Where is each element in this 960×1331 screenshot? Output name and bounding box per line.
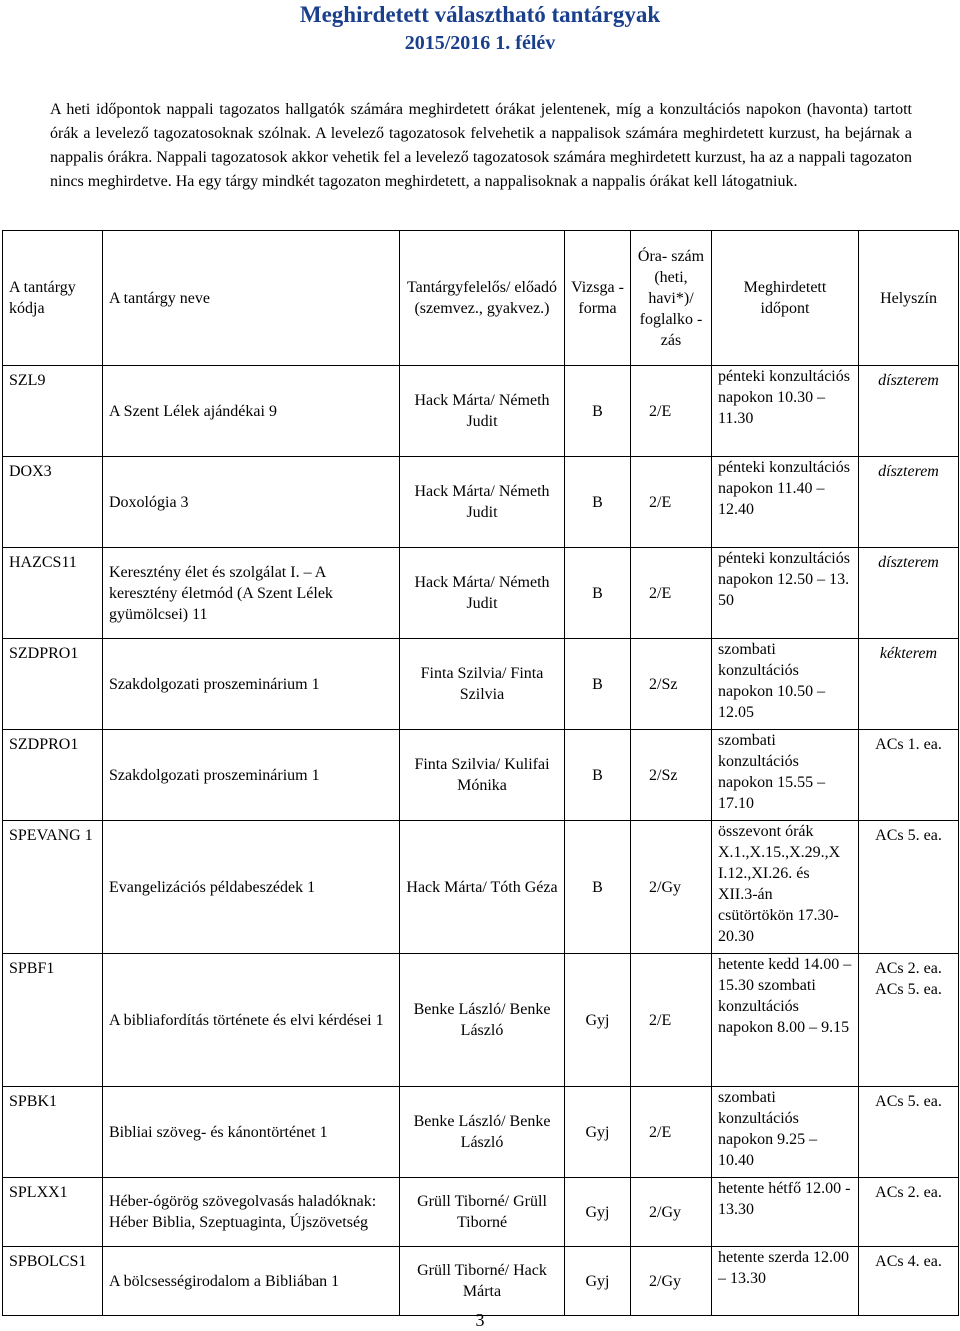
course-name: A bölcsességirodalom a Bibliában 1 xyxy=(103,1247,400,1316)
table-row xyxy=(3,457,959,548)
course-code: SPBOLCS1 xyxy=(3,1247,103,1316)
location: ACs 5. ea. xyxy=(859,1087,959,1178)
table-row xyxy=(3,1247,959,1316)
header-place: Helyszín xyxy=(859,231,959,366)
header-exam: Vizsga - forma xyxy=(565,231,631,366)
scheduled-time: pénteki konzultációs napokon 12.50 – 13. 50 xyxy=(712,548,859,639)
course-code: SPEVANG 1 xyxy=(3,821,103,954)
course-table xyxy=(2,230,959,1316)
hours-format: 2/E xyxy=(631,366,712,457)
header-tutor: Tantárgyfelelős/ előadó (szemvez., gyakvez.) xyxy=(400,231,565,366)
exam-form: B xyxy=(565,366,631,457)
location: ACs 2. ea. ACs 5. ea. xyxy=(859,954,959,1087)
hours-format: 2/E xyxy=(631,457,712,548)
document-title: Meghirdetett választható tantárgyak xyxy=(299,2,661,27)
intro-paragraph: A heti időpontok nappali tagozatos hallgatók számára meghirdetett órákat jelentenek, míg a konzultációs napokon (havonta) tartott órák a levelező tagozatosoknak szólnak. A levelező tagozatosok felvehetik a nappalisok számára meghirdetett kurzust, ha bejárnak a nappalis órákra. Nappali tagozatosok akkor vehetik fel a levelező tagozatosok számára meghirdetett kurzust, ha az a nappali tagozaton nincs meghirdetve. Ha egy tárgy mindkét tagozaton meghirdetett, a nappalisoknak a nappalis órákat kell látogatniuk. xyxy=(50,101,912,190)
hours-format: 2/E xyxy=(631,954,712,1087)
course-name: A bibliafordítás története és elvi kérdései 1 xyxy=(103,954,400,1087)
location: ACs 2. ea. xyxy=(859,1178,959,1247)
course-code: SPLXX1 xyxy=(3,1178,103,1247)
course-code: SZDPRO1 xyxy=(3,639,103,730)
scheduled-time: pénteki konzultációs napokon 10.30 – 11.30 xyxy=(712,366,859,457)
exam-form: Gyj xyxy=(565,1247,631,1316)
table-row xyxy=(3,954,959,1087)
table-header-row xyxy=(3,231,959,366)
course-name: Doxológia 3 xyxy=(103,457,400,548)
header-time: Meghirdetett időpont xyxy=(712,231,859,366)
course-tutor: Hack Márta/ Németh Judit xyxy=(400,366,565,457)
location: díszterem xyxy=(859,457,959,548)
course-tutor: Hack Márta/ Németh Judit xyxy=(400,457,565,548)
course-tutor: Grüll Tiborné/ Grüll Tiborné xyxy=(400,1178,565,1247)
course-name: Héber-ógörög szövegolvasás haladóknak: Héber Biblia, Szeptuaginta, Újszövetség xyxy=(103,1178,400,1247)
exam-form: B xyxy=(565,821,631,954)
course-name: Szakdolgozati proszeminárium 1 xyxy=(103,639,400,730)
course-name: Evangelizációs példabeszédek 1 xyxy=(103,821,400,954)
hours-format: 2/E xyxy=(631,548,712,639)
table-row xyxy=(3,1178,959,1247)
course-code: HAZCS11 xyxy=(3,548,103,639)
course-tutor: Finta Szilvia/ Finta Szilvia xyxy=(400,639,565,730)
scheduled-time: szombati konzultációs napokon 15.55 – 17.10 xyxy=(712,730,859,821)
table-row xyxy=(3,730,959,821)
location: kékterem xyxy=(859,639,959,730)
hours-format: 2/Sz xyxy=(631,639,712,730)
course-code: DOX3 xyxy=(3,457,103,548)
course-code: SZL9 xyxy=(3,366,103,457)
exam-form: B xyxy=(565,639,631,730)
location: díszterem xyxy=(859,366,959,457)
table-row xyxy=(3,639,959,730)
header-code: A tantárgy kódja xyxy=(3,231,103,366)
table-row xyxy=(3,821,959,954)
exam-form: B xyxy=(565,548,631,639)
course-tutor: Benke László/ Benke László xyxy=(400,1087,565,1178)
table-row xyxy=(3,366,959,457)
course-tutor: Finta Szilvia/ Kulifai Mónika xyxy=(400,730,565,821)
hours-format: 2/Gy xyxy=(631,1247,712,1316)
course-name: Szakdolgozati proszeminárium 1 xyxy=(103,730,400,821)
hours-format: 2/Gy xyxy=(631,1178,712,1247)
course-tutor: Grüll Tiborné/ Hack Márta xyxy=(400,1247,565,1316)
scheduled-time: összevont órák X.1.,X.15.,X.29.,X I.12.,XI.26. és XII.3-án csütörtökön 17.30- 20.30 xyxy=(712,821,859,954)
course-name: Bibliai szöveg- és kánontörténet 1 xyxy=(103,1087,400,1178)
course-name: Keresztény élet és szolgálat I. – A keresztény életmód (A Szent Lélek gyümölcsei) 11 xyxy=(103,548,400,639)
header-hours: Óra- szám (heti, havi*)/ foglalko -zás xyxy=(631,231,712,366)
exam-form: Gyj xyxy=(565,954,631,1087)
course-tutor: Benke László/ Benke László xyxy=(400,954,565,1087)
header-name: A tantárgy neve xyxy=(103,231,400,366)
course-tutor: Hack Márta/ Tóth Géza xyxy=(400,821,565,954)
scheduled-time: szombati konzultációs napokon 9.25 – 10.40 xyxy=(712,1087,859,1178)
exam-form: B xyxy=(565,457,631,548)
hours-format: 2/E xyxy=(631,1087,712,1178)
document-subtitle: 2015/2016 1. félév xyxy=(404,32,556,54)
course-name: A Szent Lélek ajándékai 9 xyxy=(103,366,400,457)
page-number: 3 xyxy=(475,1310,485,1330)
location: ACs 1. ea. xyxy=(859,730,959,821)
scheduled-time: szombati konzultációs napokon 10.50 – 12.05 xyxy=(712,639,859,730)
location: ACs 5. ea. xyxy=(859,821,959,954)
course-tutor: Hack Márta/ Németh Judit xyxy=(400,548,565,639)
course-code: SPBF1 xyxy=(3,954,103,1087)
table-row xyxy=(3,1087,959,1178)
course-code: SZDPRO1 xyxy=(3,730,103,821)
course-code: SPBK1 xyxy=(3,1087,103,1178)
location: ACs 4. ea. xyxy=(859,1247,959,1316)
exam-form: Gyj xyxy=(565,1087,631,1178)
scheduled-time: hetente hétfő 12.00 - 13.30 xyxy=(712,1178,859,1247)
hours-format: 2/Gy xyxy=(631,821,712,954)
scheduled-time: hetente szerda 12.00 – 13.30 xyxy=(712,1247,859,1316)
location: díszterem xyxy=(859,548,959,639)
exam-form: B xyxy=(565,730,631,821)
exam-form: Gyj xyxy=(565,1178,631,1247)
table-row xyxy=(3,548,959,639)
scheduled-time: hetente kedd 14.00 – 15.30 szombati konzultációs napokon 8.00 – 9.15 xyxy=(712,954,859,1087)
scheduled-time: pénteki konzultációs napokon 11.40 – 12.40 xyxy=(712,457,859,548)
hours-format: 2/Sz xyxy=(631,730,712,821)
